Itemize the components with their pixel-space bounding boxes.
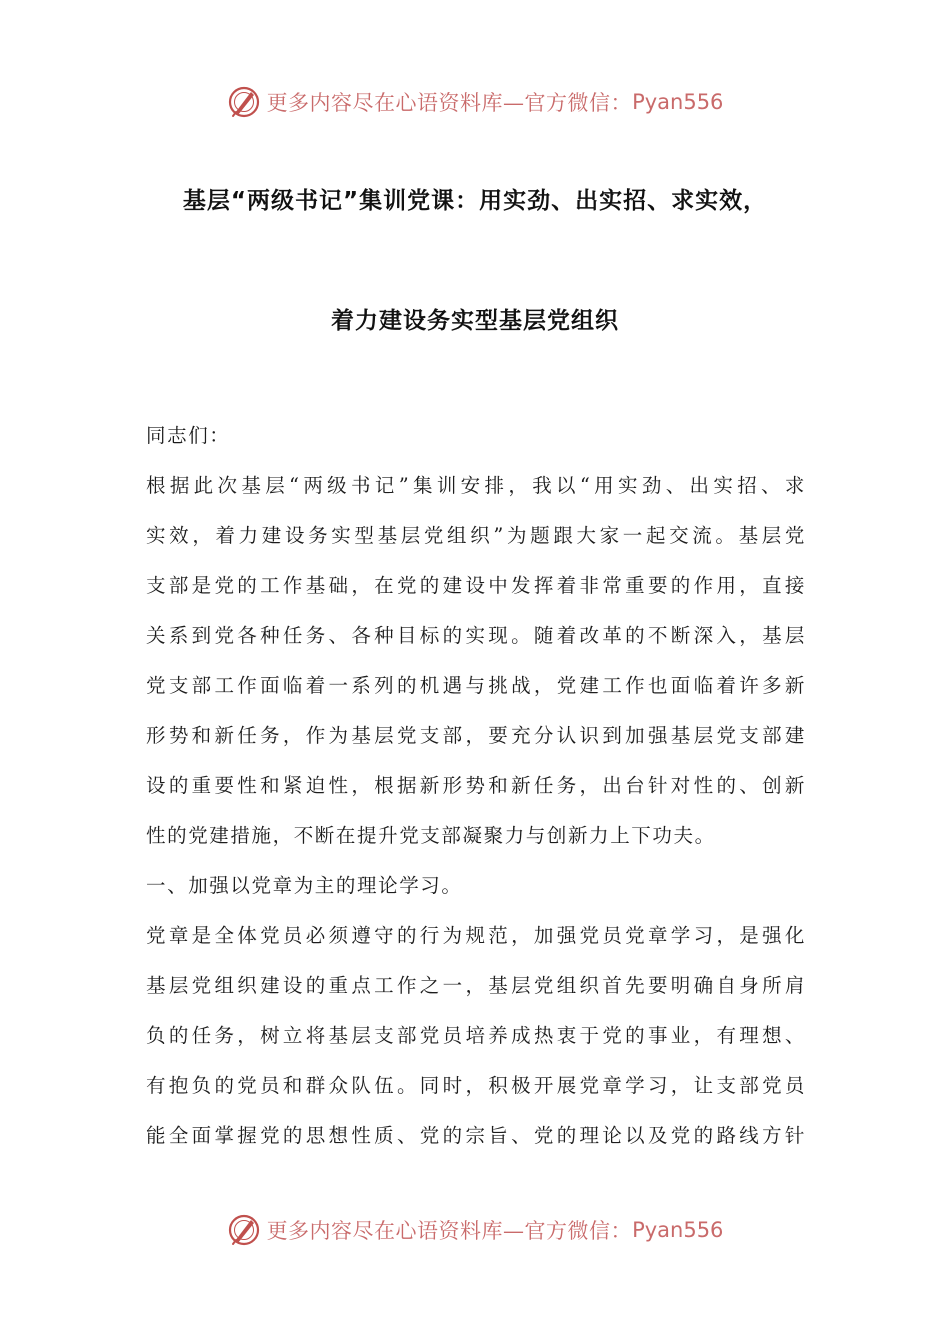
body-line: 能全面掌握党的思想性质、党的宗旨、党的理论以及党的路线方针	[146, 1124, 806, 1147]
body-line: 支部是党的工作基础，在党的建设中发挥着非常重要的作用，直接	[146, 574, 806, 597]
body-line: 有抱负的党员和群众队伍。同时，积极开展党章学习，让支部党员	[146, 1074, 806, 1097]
body-line: 性的党建措施，不断在提升党支部凝聚力与创新力上下功夫。	[146, 824, 716, 847]
document-title-line-2: 着力建设务实型基层党组织	[331, 308, 619, 334]
body-line: 设的重要性和紧迫性，根据新形势和新任务，出台针对性的、创新	[146, 774, 806, 797]
body-line: 形势和新任务，作为基层党支部，要充分认识到加强基层党支部建	[146, 724, 806, 747]
document-title-line-1: 基层“两级书记”集训党课：用实劲、出实招、求实效，	[182, 188, 768, 214]
salutation-line: 同志们：	[146, 424, 231, 447]
section-heading: 一、加强以党章为主的理论学习。	[146, 874, 463, 897]
header-watermark-banner	[0, 80, 950, 124]
quill-pen-logo-icon	[227, 1213, 261, 1247]
quill-pen-logo-icon	[227, 85, 261, 119]
footer-watermark-id: Pyan556	[632, 1218, 724, 1242]
body-line: 负的任务，树立将基层支部党员培养成热衷于党的事业，有理想、	[146, 1024, 806, 1047]
body-line: 党章是全体党员必须遵守的行为规范，加强党员党章学习，是强化	[146, 924, 806, 947]
footer-watermark-banner	[0, 1208, 950, 1252]
body-line: 党支部工作面临着一系列的机遇与挑战，党建工作也面临着许多新	[146, 674, 806, 697]
header-watermark-id: Pyan556	[632, 90, 724, 114]
body-line: 根据此次基层“两级书记”集训安排，我以“用实劲、出实招、求	[146, 474, 806, 497]
footer-watermark-text: 更多内容尽在心语资料库—官方微信：	[266, 1219, 633, 1243]
body-line: 关系到党各种任务、各种目标的实现。随着改革的不断深入，基层	[146, 624, 806, 647]
body-line: 实效，着力建设务实型基层党组织”为题跟大家一起交流。基层党	[146, 524, 806, 547]
header-watermark-text: 更多内容尽在心语资料库—官方微信：	[266, 91, 633, 115]
body-line: 基层党组织建设的重点工作之一，基层党组织首先要明确自身所肩	[146, 974, 806, 997]
